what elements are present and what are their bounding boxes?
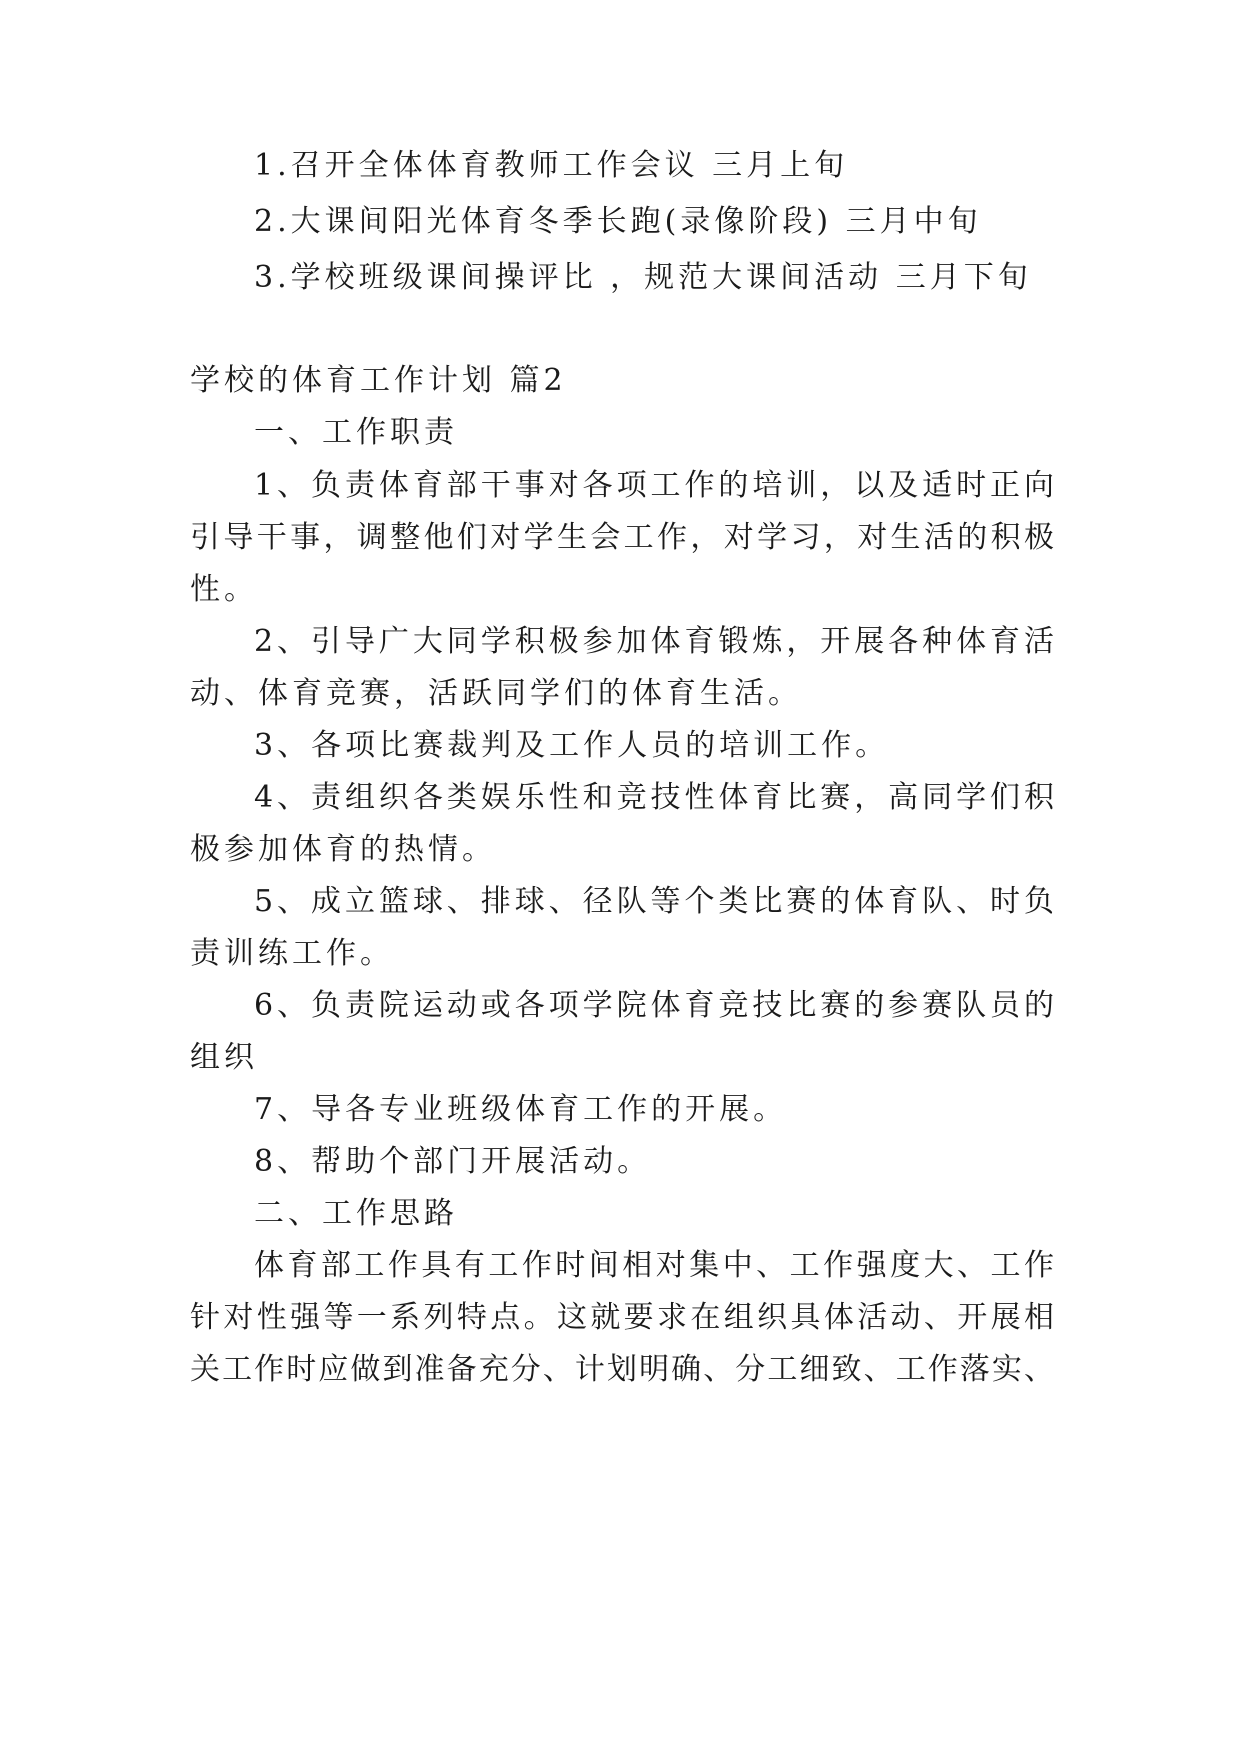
idea-line-3: 关工作时应做到准备充分、计划明确、分工细致、工作落实、	[190, 1352, 1056, 1387]
idea-line-1: 体育部工作具有工作时间相对集中、工作强度大、工作	[254, 1248, 1056, 1283]
duty-2-line-1: 2、引导广大同学积极参加体育锻炼，开展各种体育活	[254, 624, 1056, 659]
duty-1-line-3: 性。	[190, 572, 258, 607]
duty-4-line-2: 极参加体育的热情。	[190, 832, 496, 867]
duty-2-line-2: 动、体育竞赛，活跃同学们的体育生活。	[190, 676, 802, 711]
duty-1-line-1: 1、负责体育部干事对各项工作的培训，以及适时正向	[254, 468, 1056, 503]
duty-4-line-1: 4、责组织各类娱乐性和竞技性体育比赛，高同学们积	[254, 780, 1056, 815]
heading-work-ideas: 二、工作思路	[254, 1196, 458, 1231]
heading-work-duties: 一、工作职责	[254, 415, 458, 450]
schedule-item-1: 1.召开全体体育教师工作会议 三月上旬	[254, 148, 849, 183]
duty-6-line-1: 6、负责院运动或各项学院体育竞技比赛的参赛队员的	[254, 988, 1056, 1023]
duty-5-line-2: 责训练工作。	[190, 936, 394, 971]
duty-6-line-2: 组织	[190, 1040, 258, 1075]
idea-line-2: 针对性强等一系列特点。这就要求在组织具体活动、开展相	[190, 1300, 1056, 1335]
schedule-item-3: 3.学校班级课间操评比 ，规范大课间活动 三月下旬	[254, 260, 1032, 295]
duty-3: 3、各项比赛裁判及工作人员的培训工作。	[254, 728, 890, 763]
duty-5-line-1: 5、成立篮球、排球、径队等个类比赛的体育队、时负	[254, 884, 1056, 919]
schedule-item-2: 2.大课间阳光体育冬季长跑(录像阶段) 三月中旬	[254, 204, 982, 239]
section-title: 学校的体育工作计划 篇2	[190, 363, 567, 398]
duty-8: 8、帮助个部门开展活动。	[254, 1144, 652, 1179]
duty-1-line-2: 引导干事，调整他们对学生会工作，对学习，对生活的积极	[190, 520, 1056, 555]
duty-7: 7、导各专业班级体育工作的开展。	[254, 1092, 788, 1127]
